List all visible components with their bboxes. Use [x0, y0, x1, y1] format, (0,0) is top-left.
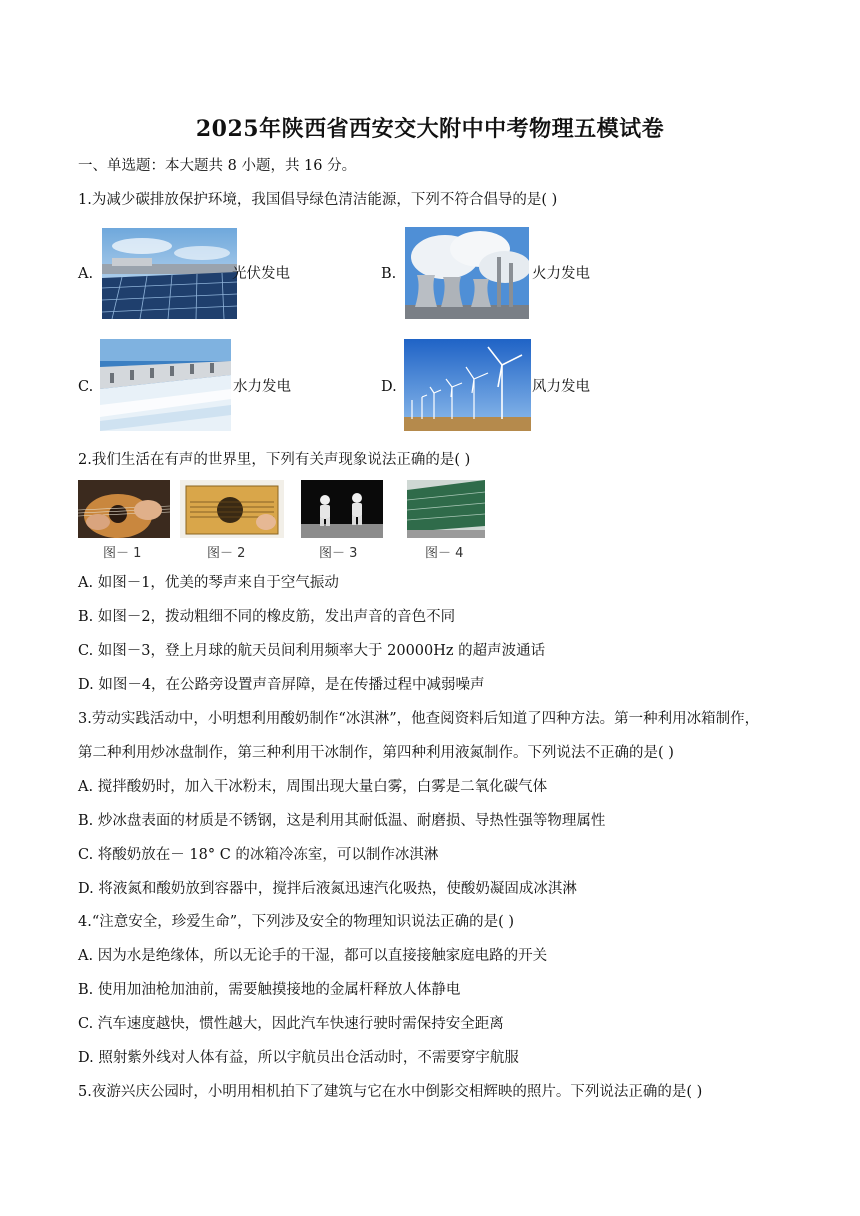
q3-option-b: B. 炒冰盘表面的材质是不锈钢，这是利用其耐低温、耐磨损、导热性强等物理属性 — [78, 813, 606, 829]
q1-option-b-letter: B. — [381, 266, 397, 282]
question-4-stem: 4.“注意安全，珍爱生命”，下列涉及安全的物理知识说法正确的是( ) — [78, 914, 515, 930]
q4-option-c: C. 汽车速度越快，惯性越大，因此汽车快速行驶时需保持安全距离 — [78, 1016, 504, 1032]
q3-option-d: D. 将液氮和酸奶放到容器中，搅拌后液氮迅速汽化吸热，使酸奶凝固成冰淇淋 — [78, 881, 577, 897]
figure-caption-1: 图－ 1 — [103, 546, 142, 561]
q3-option-c: C. 将酸奶放在－ 18° C 的冰箱冷冻室，可以制作冰淇淋 — [78, 847, 439, 863]
q2-option-b: B. 如图－2，拨动粗细不同的橡皮筋，发出声音的音色不同 — [78, 609, 456, 625]
section-heading: 一、单选题：本大题共 8 小题，共 16 分。 — [78, 158, 357, 174]
q1-option-a-label: 光伏发电 — [232, 266, 290, 282]
figure-caption-3: 图－ 3 — [319, 546, 358, 561]
q2-option-d: D. 如图－4，在公路旁设置声音屏障，是在传播过程中减弱噪声 — [78, 677, 485, 693]
q4-option-b: B. 使用加油枪加油前，需要触摸接地的金属杆释放人体静电 — [78, 982, 461, 998]
q4-option-d: D. 照射紫外线对人体有益，所以宇航员出仓活动时，不需要穿宇航服 — [78, 1050, 519, 1066]
q3-option-a: A. 搅拌酸奶时，加入干冰粉末，周围出现大量白雾，白雾是二氧化碳气体 — [78, 779, 548, 795]
hydro-dam-icon — [100, 339, 231, 431]
question-3-stem-line-2: 第二种利用炒冰盘制作，第三种利用干冰制作，第四种利用液氮制作。下列说法不正确的是( ) — [78, 745, 674, 761]
question-1-stem: 1.为减少碳排放保护环境，我国倡导绿色清洁能源，下列不符合倡导的是( ) — [78, 192, 558, 208]
thermal-plant-icon — [405, 227, 529, 319]
figure-caption-2: 图－ 2 — [207, 546, 246, 561]
q2-option-a: A. 如图－1，优美的琴声来自于空气振动 — [78, 575, 339, 591]
q4-option-a: A. 因为水是绝缘体，所以无论手的干湿，都可以直接接触家庭电路的开关 — [78, 948, 548, 964]
q1-option-b-label: 火力发电 — [532, 266, 590, 282]
page-title: 2025年陕西省西安交大附中中考物理五模试卷 — [195, 116, 665, 142]
wind-turbine-icon — [404, 339, 531, 431]
q2-option-c: C. 如图－3，登上月球的航天员间利用频率大于 20000Hz 的超声波通话 — [78, 643, 546, 659]
rubber-band-box-icon — [180, 480, 284, 538]
question-2-stem: 2.我们生活在有声的世界里，下列有关声现象说法正确的是( ) — [78, 452, 471, 468]
guitar-figure-icon — [78, 480, 170, 538]
q1-option-d-letter: D. — [381, 379, 397, 395]
astronaut-moon-icon — [301, 480, 383, 538]
q1-option-c-label: 水力发电 — [233, 379, 291, 395]
q1-option-c-letter: C. — [78, 379, 94, 395]
solar-panel-icon — [102, 228, 237, 319]
question-5-stem: 5.夜游兴庆公园时，小明用相机拍下了建筑与它在水中倒影交相辉映的照片。下列说法正确的是( ) — [78, 1084, 703, 1100]
sound-barrier-icon — [407, 480, 485, 538]
q1-option-d-label: 风力发电 — [532, 379, 590, 395]
question-3-stem-line-1: 3.劳动实践活动中，小明想利用酸奶制作“冰淇淋”，他查阅资料后知道了四种方法。第一种利用冰箱制作， — [78, 711, 760, 727]
q1-option-a-letter: A. — [78, 266, 94, 282]
figure-caption-4: 图－ 4 — [425, 546, 464, 561]
